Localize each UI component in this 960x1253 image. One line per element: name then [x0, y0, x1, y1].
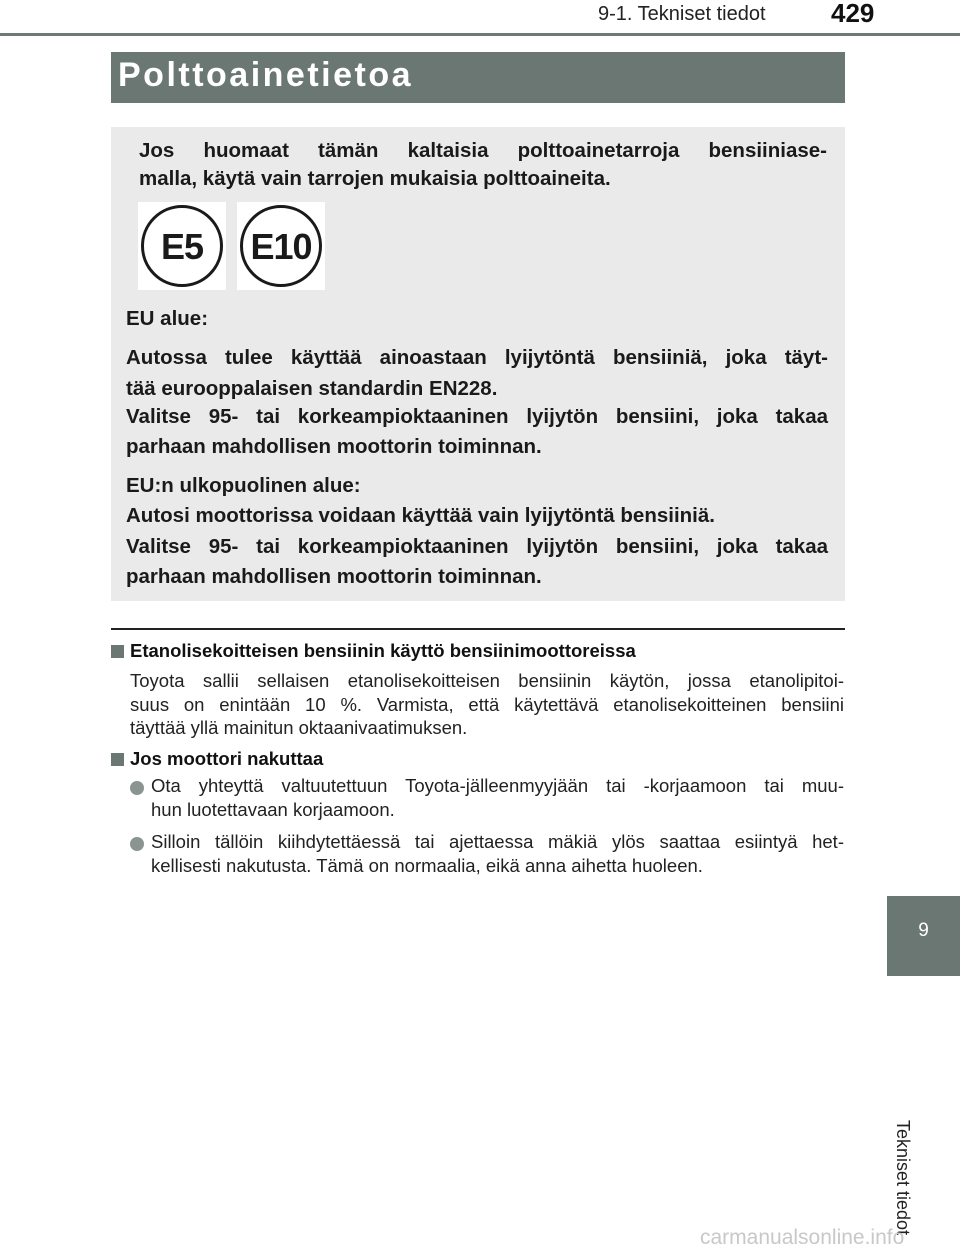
fuel-label-code: E5	[160, 226, 204, 267]
ethanol-line: Toyota sallii sellaisen etanolisekoitteisen bensiinin käytön, jossa etanolipitoi-	[130, 670, 844, 691]
ethanol-heading: Etanolisekoitteisen bensiinin käyttö bensiinimoottoreissa	[130, 640, 636, 661]
eu-line: tää eurooppalaisen standardin EN228.	[126, 377, 498, 400]
header-rule	[0, 33, 960, 36]
round-bullet-icon	[130, 781, 144, 795]
title-bar	[111, 52, 845, 103]
non-eu-line: Valitse 95- tai korkeampioktaaninen lyijytön bensiini, joka takaa	[126, 535, 828, 558]
section-separator	[111, 628, 845, 630]
knock-bullet-line: hun luotettavaan korjaamoon.	[151, 799, 395, 820]
fuel-label-e10	[237, 202, 325, 290]
square-bullet-icon	[111, 753, 124, 766]
eu-heading: EU alue:	[126, 307, 209, 330]
page-number: 429	[831, 0, 875, 28]
fuel-label-code: E10	[250, 226, 312, 267]
square-bullet-icon	[111, 645, 124, 658]
fuel-info-box	[111, 127, 845, 601]
ethanol-line: suus on enintään 10 %. Varmista, että käytettävä etanolisekoitteinen bensiini	[130, 694, 844, 715]
knock-bullet-line: Silloin tällöin kiihdytettäessä tai ajettaessa mäkiä ylös saattaa esiintyä het-	[151, 831, 844, 852]
knock-bullet-line: Ota yhteyttä valtuutettuun Toyota-jälleenmyyjään tai -korjaamoon tai muu-	[151, 775, 844, 796]
page-title: Polttoainetietoa	[118, 56, 414, 94]
non-eu-line: Autosi moottorissa voidaan käyttää vain lyijytöntä bensiiniä.	[126, 504, 715, 527]
knock-bullet-line: kellisesti nakutusta. Tämä on normaalia, eikä anna aihetta huoleen.	[151, 855, 703, 876]
knock-heading: Jos moottori nakuttaa	[130, 748, 324, 769]
fuel-label-e5	[138, 202, 226, 290]
ethanol-line: täyttää yllä mainitun oktaanivaatimuksen.	[130, 717, 468, 738]
watermark: carmanualsonline.info	[700, 1226, 905, 1249]
round-bullet-icon	[130, 837, 144, 851]
non-eu-line: parhaan mahdollisen moottorin toiminnan.	[126, 565, 542, 588]
non-eu-heading: EU:n ulkopuolinen alue:	[126, 474, 361, 497]
chapter-number: 9	[918, 920, 929, 941]
chapter-label: Tekniset tiedot	[893, 1120, 913, 1236]
eu-line: parhaan mahdollisen moottorin toiminnan.	[126, 435, 542, 458]
eu-line: Autossa tulee käyttää ainoastaan lyijytöntä bensiiniä, joka täyt-	[126, 346, 828, 369]
intro-line: malla, käytä vain tarrojen mukaisia polttoaineita.	[139, 167, 611, 190]
header-section-title: 9-1. Tekniset tiedot	[598, 3, 766, 25]
intro-line: Jos huomaat tämän kaltaisia polttoainetarroja bensiiniase-	[139, 139, 827, 162]
chapter-tab	[887, 896, 960, 976]
eu-line: Valitse 95- tai korkeampioktaaninen lyijytön bensiini, joka takaa	[126, 405, 828, 428]
